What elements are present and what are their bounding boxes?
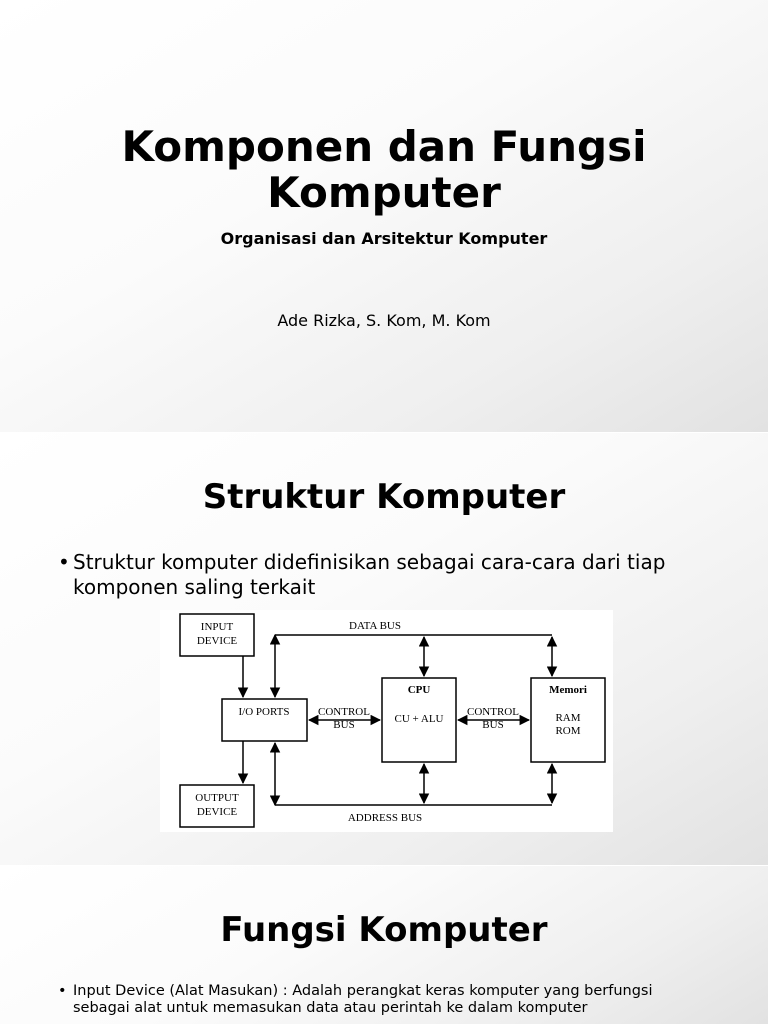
title-slide [0, 0, 768, 432]
data-bus-label: DATA BUS [349, 620, 401, 632]
control-bus-right-label-2: BUS [482, 719, 504, 731]
bullet-marker: • [58, 550, 70, 574]
memori-ram: RAM [555, 712, 581, 724]
output-device-label-1: OUTPUT [195, 792, 239, 804]
title-line-2: Komputer [267, 168, 501, 217]
author-name: Ade Rizka, S. Kom, M. Kom [277, 311, 491, 330]
cpu-title: CPU [407, 684, 431, 696]
bullet-text: Input Device (Alat Masukan) : Adalah perangkat keras komputer yang berfungsi sebagai alat untuk memasukan data atau perintah ke dalam komputer [73, 983, 653, 1016]
control-bus-right-label-1: CONTROL [467, 706, 519, 718]
bullet-item [58, 983, 708, 1017]
slide-title [0, 124, 768, 216]
output-device-label-2: DEVICE [196, 806, 238, 818]
input-device-label-2: DEVICE [196, 635, 238, 647]
slide-title: Fungsi Komputer [220, 910, 548, 950]
input-device-label-1: INPUT [200, 621, 234, 633]
io-ports-label: I/O PORTS [238, 706, 290, 718]
memori-title: Memori [549, 684, 587, 696]
computer-structure-diagram [160, 610, 613, 832]
control-bus-left-label-1: CONTROL [318, 706, 370, 718]
slide-subtitle: Organisasi dan Arsitektur Komputer [220, 229, 548, 248]
fungsi-slide [0, 866, 768, 1024]
address-bus-label: ADDRESS BUS [347, 812, 423, 824]
bullet-marker: • [58, 983, 67, 999]
struktur-slide [0, 433, 768, 865]
title-line-1: Komponen dan Fungsi [121, 122, 647, 171]
cpu-body: CU + ALU [394, 713, 444, 725]
slide-title: Struktur Komputer [202, 477, 566, 517]
memori-rom: ROM [555, 725, 581, 737]
bullet-text: Struktur komputer didefinisikan sebagai cara-cara dari tiap komponen saling terkait [73, 550, 666, 599]
control-bus-left-label-2: BUS [333, 719, 355, 731]
diagram-svg [160, 610, 613, 832]
bullet-item [58, 550, 708, 600]
